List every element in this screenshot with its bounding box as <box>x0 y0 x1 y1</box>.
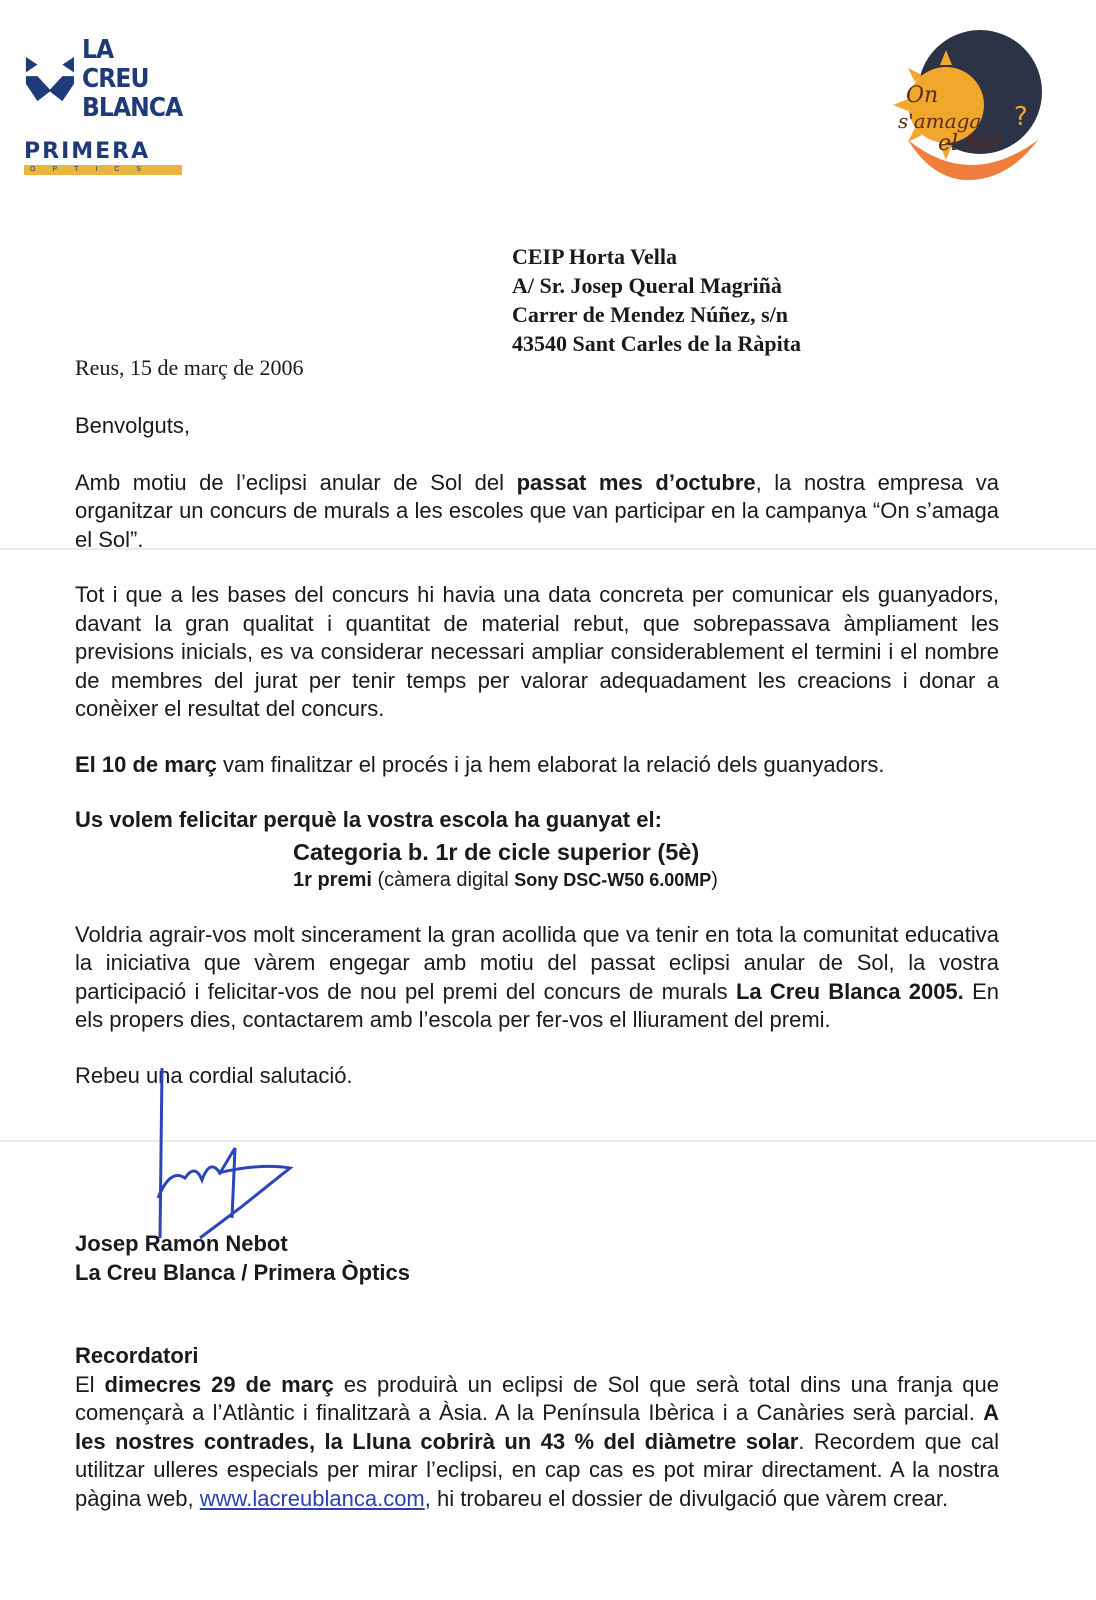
campaign-logo-sun-icon <box>888 20 1053 185</box>
primera-optics-logo <box>24 141 194 175</box>
paragraph-4 <box>75 921 999 1035</box>
text: es produirà un eclipsi de Sol que serà total dins una franja que començarà a l’Atlàntic i finalitzarà a Àsia. A la Península Ibèrica i a Canàries serà parcial. <box>75 1371 999 1425</box>
svg-text:?: ? <box>1014 102 1028 132</box>
text: vam finalitzar el procés i ja hem elaborat la relació dels guanyadors. <box>216 751 885 777</box>
recipient-address <box>512 242 801 358</box>
brand-line2: BLANCA <box>81 93 183 123</box>
signer-org: La Creu Blanca / Primera Òptics <box>75 1259 411 1285</box>
greeting: Benvolguts, <box>75 413 190 438</box>
recipient-line: A/ Sr. Josep Queral Magriñà <box>512 273 782 298</box>
reminder-title: Recordatori <box>75 1343 199 1368</box>
text: En els propers dies, contactarem amb l’escola per fer-vos el lliurament del premi. <box>75 978 999 1032</box>
signer-block <box>75 1230 410 1287</box>
text: , hi trobareu el dossier de divulgació que vàrem crear. <box>424 1485 949 1511</box>
handwritten-signature <box>140 1068 310 1248</box>
emphasis: passat mes d’octubre <box>516 469 756 495</box>
emphasis: A les nostres contrades, la Lluna cobrirà un 43 % del diàmetre solar <box>75 1400 999 1454</box>
emphasis: Sony DSC-W50 6.00MP <box>514 869 712 890</box>
reminder-section <box>75 1342 999 1513</box>
congratulations: Us volem felicitar perquè la vostra escola ha guanyat el: <box>75 807 662 832</box>
closing: Rebeu una cordial salutació. <box>75 1062 353 1088</box>
recipient-line: CEIP Horta Vella <box>512 244 678 269</box>
paragraph-3 <box>75 751 999 780</box>
brand-line1: LA CREU <box>81 35 149 94</box>
emphasis: dimecres 29 de març <box>104 1371 334 1397</box>
emphasis: 1r premi <box>293 868 372 891</box>
letter-body <box>75 412 999 1090</box>
website-link[interactable]: www.lacreublanca.com <box>199 1485 425 1511</box>
award-prize <box>75 867 999 893</box>
signer-name: Josep Ramon Nebot <box>75 1231 288 1256</box>
svg-text:On: On <box>906 83 939 108</box>
text: , la nostra empresa va organitzar un concurs de murals a les escoles que van participar en la campanya “On s’amaga el Sol”. <box>75 469 1000 552</box>
sub-brand: PRIMERA <box>24 139 151 164</box>
reminder-text <box>75 1371 999 1514</box>
text: (càmera digital <box>371 868 515 891</box>
emphasis: El 10 de març <box>75 751 217 777</box>
text: Voldria agrair-vos molt sincerament la gran acollida que va tenir en tota la comunitat educativa la iniciativa que vàrem engegar amb motiu del passat eclipsi anular de Sol, la vostra participació i felicitar-vos de nou pel premi del concurs de murals <box>75 921 999 1004</box>
recipient-line: Carrer de Mendez Núñez, s/n <box>512 302 788 327</box>
text: . Recordem que cal utilitzar ulleres especials per mirar l’eclipsi, en cap cas es pot mirar directament. A la nostra pàgina web, <box>75 1428 999 1511</box>
text: Amb motiu de l’eclipsi anular de Sol del <box>75 469 517 495</box>
paragraph-1 <box>75 469 999 555</box>
recipient-line: 43540 Sant Carles de la Ràpita <box>512 331 802 356</box>
la-creu-blanca-mark-icon <box>24 52 76 108</box>
svg-text:s'amaga: s'amaga <box>898 109 982 133</box>
svg-text:el Sol: el Sol <box>938 131 1001 156</box>
company-logo <box>24 36 194 175</box>
emphasis: La Creu Blanca 2005. <box>735 978 964 1004</box>
sub-brand-tag: OPTICS <box>24 165 182 175</box>
paragraph-2: Tot i que a les bases del concurs hi havia una data concreta per comunicar els guanyadors, davant la gran qualitat i quantitat de material rebut, que sobrepassava àmpliament les previsions inicials, es va considerar necessari ampliar considerablement el termini i el nombre de membres del jurat per tenir temps per valorar adequadament les creacions i donar a conèixer el resultat del concurs. <box>75 582 999 721</box>
award-category: Categoria b. 1r de cicle superior (5è) <box>293 838 700 865</box>
text: ) <box>711 868 718 891</box>
text: El <box>75 1371 105 1397</box>
letter-date: Reus, 15 de març de 2006 <box>75 355 304 380</box>
